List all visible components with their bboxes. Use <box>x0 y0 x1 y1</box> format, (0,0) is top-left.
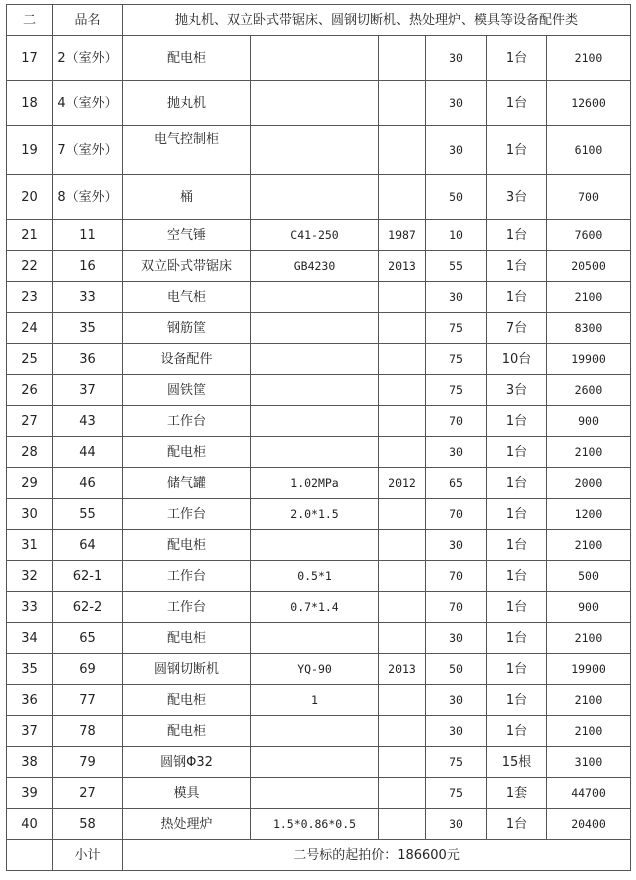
item-spec <box>251 716 379 747</box>
item-rate: 70 <box>426 592 487 623</box>
table-row <box>7 623 631 654</box>
row-number: 20 <box>7 175 53 220</box>
item-quantity: 1台 <box>487 561 547 592</box>
item-price: 2100 <box>547 437 631 468</box>
row-number: 30 <box>7 499 53 530</box>
equipment-table <box>6 4 631 871</box>
item-spec <box>251 623 379 654</box>
item-price: 12600 <box>547 81 631 126</box>
item-code: 46 <box>53 468 123 499</box>
item-code: 35 <box>53 313 123 344</box>
item-code: 37 <box>53 375 123 406</box>
item-spec <box>251 175 379 220</box>
item-price: 2600 <box>547 375 631 406</box>
item-quantity: 1台 <box>487 81 547 126</box>
row-number: 35 <box>7 654 53 685</box>
item-quantity: 1台 <box>487 654 547 685</box>
item-year <box>379 126 426 175</box>
item-code: 27 <box>53 778 123 809</box>
item-price: 20400 <box>547 809 631 840</box>
item-name: 空气锤 <box>123 220 251 251</box>
item-rate: 30 <box>426 685 487 716</box>
table-row <box>7 251 631 282</box>
item-quantity: 1台 <box>487 716 547 747</box>
item-name: 圆钢Φ32 <box>123 747 251 778</box>
item-quantity: 1台 <box>487 437 547 468</box>
item-year <box>379 406 426 437</box>
section-number: 二 <box>7 5 53 36</box>
item-year <box>379 592 426 623</box>
row-number: 17 <box>7 36 53 81</box>
item-year <box>379 437 426 468</box>
item-quantity: 1台 <box>487 530 547 561</box>
table-row <box>7 375 631 406</box>
item-quantity: 3台 <box>487 175 547 220</box>
item-year <box>379 778 426 809</box>
item-spec: C41-250 <box>251 220 379 251</box>
item-year <box>379 81 426 126</box>
item-code: 65 <box>53 623 123 654</box>
item-spec <box>251 437 379 468</box>
item-price: 2100 <box>547 623 631 654</box>
item-price: 2100 <box>547 282 631 313</box>
item-price: 2100 <box>547 530 631 561</box>
item-spec <box>251 530 379 561</box>
table-row <box>7 344 631 375</box>
item-price: 700 <box>547 175 631 220</box>
row-number: 40 <box>7 809 53 840</box>
item-code: 69 <box>53 654 123 685</box>
item-quantity: 1台 <box>487 406 547 437</box>
item-year <box>379 499 426 530</box>
item-year <box>379 809 426 840</box>
item-name: 电气柜 <box>123 282 251 313</box>
item-rate: 70 <box>426 499 487 530</box>
item-year <box>379 747 426 778</box>
row-number: 39 <box>7 778 53 809</box>
item-spec: 1 <box>251 685 379 716</box>
item-spec <box>251 375 379 406</box>
item-code: 36 <box>53 344 123 375</box>
item-year <box>379 175 426 220</box>
item-name: 抛丸机 <box>123 81 251 126</box>
item-quantity: 1套 <box>487 778 547 809</box>
item-code: 77 <box>53 685 123 716</box>
item-spec <box>251 36 379 81</box>
row-number: 21 <box>7 220 53 251</box>
item-name: 钢筋筐 <box>123 313 251 344</box>
row-number: 19 <box>7 126 53 175</box>
item-quantity: 1台 <box>487 126 547 175</box>
item-price: 3100 <box>547 747 631 778</box>
item-quantity: 1台 <box>487 623 547 654</box>
row-number: 23 <box>7 282 53 313</box>
item-name: 热处理炉 <box>123 809 251 840</box>
item-price: 900 <box>547 406 631 437</box>
row-number: 26 <box>7 375 53 406</box>
table-row <box>7 716 631 747</box>
category-title: 抛丸机、双立卧式带锯床、圆钢切断机、热处理炉、模具等设备配件类 <box>123 5 631 36</box>
item-code: 79 <box>53 747 123 778</box>
item-year <box>379 685 426 716</box>
item-name: 配电柜 <box>123 437 251 468</box>
item-name: 圆钢切断机 <box>123 654 251 685</box>
item-rate: 75 <box>426 747 487 778</box>
row-number: 37 <box>7 716 53 747</box>
table-row <box>7 36 631 81</box>
item-rate: 30 <box>426 126 487 175</box>
item-quantity: 1台 <box>487 468 547 499</box>
item-year <box>379 530 426 561</box>
item-price: 19900 <box>547 654 631 685</box>
item-name: 工作台 <box>123 406 251 437</box>
row-number: 36 <box>7 685 53 716</box>
table-row <box>7 592 631 623</box>
item-code: 58 <box>53 809 123 840</box>
item-name: 工作台 <box>123 499 251 530</box>
item-name: 配电柜 <box>123 685 251 716</box>
item-spec: 1.5*0.86*0.5 <box>251 809 379 840</box>
item-rate: 30 <box>426 530 487 561</box>
table-row <box>7 685 631 716</box>
item-year <box>379 375 426 406</box>
item-year <box>379 282 426 313</box>
item-quantity: 1台 <box>487 499 547 530</box>
item-quantity: 1台 <box>487 251 547 282</box>
item-rate: 30 <box>426 81 487 126</box>
table-row <box>7 406 631 437</box>
item-rate: 75 <box>426 375 487 406</box>
item-quantity: 1台 <box>487 220 547 251</box>
item-code: 7（室外） <box>53 126 123 175</box>
row-number: 38 <box>7 747 53 778</box>
item-year: 1987 <box>379 220 426 251</box>
item-rate: 30 <box>426 282 487 313</box>
item-name: 配电柜 <box>123 36 251 81</box>
item-spec <box>251 81 379 126</box>
item-code: 33 <box>53 282 123 313</box>
header-row <box>7 5 631 36</box>
item-price: 7600 <box>547 220 631 251</box>
item-quantity: 10台 <box>487 344 547 375</box>
item-quantity: 1台 <box>487 36 547 81</box>
item-name: 工作台 <box>123 561 251 592</box>
item-rate: 75 <box>426 778 487 809</box>
item-spec: 1.02MPa <box>251 468 379 499</box>
item-name: 储气罐 <box>123 468 251 499</box>
item-rate: 50 <box>426 654 487 685</box>
item-code: 62-1 <box>53 561 123 592</box>
name-label: 品名 <box>53 5 123 36</box>
item-code: 11 <box>53 220 123 251</box>
subtotal-label: 小计 <box>53 840 123 871</box>
item-code: 64 <box>53 530 123 561</box>
item-code: 78 <box>53 716 123 747</box>
item-price: 2100 <box>547 685 631 716</box>
row-number: 28 <box>7 437 53 468</box>
item-year <box>379 716 426 747</box>
item-spec <box>251 778 379 809</box>
item-quantity: 3台 <box>487 375 547 406</box>
item-code: 16 <box>53 251 123 282</box>
table-row <box>7 778 631 809</box>
item-price: 500 <box>547 561 631 592</box>
subtotal-row <box>7 840 631 871</box>
row-number: 27 <box>7 406 53 437</box>
item-rate: 75 <box>426 313 487 344</box>
item-price: 44700 <box>547 778 631 809</box>
item-year: 2012 <box>379 468 426 499</box>
table-row <box>7 530 631 561</box>
row-number: 29 <box>7 468 53 499</box>
item-year <box>379 623 426 654</box>
row-number: 25 <box>7 344 53 375</box>
item-spec <box>251 126 379 175</box>
item-price: 6100 <box>547 126 631 175</box>
row-number: 18 <box>7 81 53 126</box>
item-spec: 2.0*1.5 <box>251 499 379 530</box>
row-number: 22 <box>7 251 53 282</box>
item-code: 8（室外） <box>53 175 123 220</box>
item-price: 2100 <box>547 716 631 747</box>
item-code: 44 <box>53 437 123 468</box>
item-name: 双立卧式带锯床 <box>123 251 251 282</box>
item-spec: 0.5*1 <box>251 561 379 592</box>
item-rate: 30 <box>426 437 487 468</box>
item-spec <box>251 282 379 313</box>
item-name: 桶 <box>123 175 251 220</box>
item-name: 模具 <box>123 778 251 809</box>
table-row <box>7 313 631 344</box>
item-code: 62-2 <box>53 592 123 623</box>
item-price: 1200 <box>547 499 631 530</box>
item-name: 配电柜 <box>123 530 251 561</box>
item-rate: 70 <box>426 406 487 437</box>
table-row <box>7 126 631 175</box>
item-rate: 55 <box>426 251 487 282</box>
item-name: 配电柜 <box>123 623 251 654</box>
item-spec: 0.7*1.4 <box>251 592 379 623</box>
item-name: 工作台 <box>123 592 251 623</box>
table-row <box>7 282 631 313</box>
item-price: 900 <box>547 592 631 623</box>
starting-price-summary: 二号标的起拍价：186600元 <box>123 840 631 871</box>
item-spec <box>251 406 379 437</box>
table-row <box>7 175 631 220</box>
item-name: 电气控制柜 <box>123 126 251 175</box>
table-row <box>7 809 631 840</box>
table-row <box>7 468 631 499</box>
item-rate: 30 <box>426 36 487 81</box>
item-quantity: 15根 <box>487 747 547 778</box>
item-rate: 10 <box>426 220 487 251</box>
item-price: 8300 <box>547 313 631 344</box>
item-quantity: 7台 <box>487 313 547 344</box>
item-spec <box>251 747 379 778</box>
item-price: 2100 <box>547 36 631 81</box>
table-row <box>7 81 631 126</box>
row-number: 34 <box>7 623 53 654</box>
item-rate: 65 <box>426 468 487 499</box>
item-price: 19900 <box>547 344 631 375</box>
item-quantity: 1台 <box>487 592 547 623</box>
row-number: 24 <box>7 313 53 344</box>
item-year <box>379 561 426 592</box>
item-rate: 70 <box>426 561 487 592</box>
item-rate: 30 <box>426 716 487 747</box>
item-price: 20500 <box>547 251 631 282</box>
item-year: 2013 <box>379 654 426 685</box>
item-rate: 50 <box>426 175 487 220</box>
item-spec: GB4230 <box>251 251 379 282</box>
item-year <box>379 313 426 344</box>
row-number: 32 <box>7 561 53 592</box>
item-rate: 30 <box>426 809 487 840</box>
item-code: 4（室外） <box>53 81 123 126</box>
item-code: 43 <box>53 406 123 437</box>
item-quantity: 1台 <box>487 685 547 716</box>
item-year <box>379 36 426 81</box>
item-quantity: 1台 <box>487 809 547 840</box>
item-name: 配电柜 <box>123 716 251 747</box>
empty-cell <box>7 840 53 871</box>
item-rate: 75 <box>426 344 487 375</box>
table-row <box>7 499 631 530</box>
item-code: 55 <box>53 499 123 530</box>
item-year: 2013 <box>379 251 426 282</box>
item-year <box>379 344 426 375</box>
item-name: 设备配件 <box>123 344 251 375</box>
item-spec <box>251 313 379 344</box>
item-code: 2（室外） <box>53 36 123 81</box>
item-name: 圆铁筐 <box>123 375 251 406</box>
item-spec: YQ-90 <box>251 654 379 685</box>
item-quantity: 1台 <box>487 282 547 313</box>
item-rate: 30 <box>426 623 487 654</box>
row-number: 31 <box>7 530 53 561</box>
table-row <box>7 747 631 778</box>
table-row <box>7 220 631 251</box>
table-row <box>7 561 631 592</box>
table-row <box>7 654 631 685</box>
item-price: 2000 <box>547 468 631 499</box>
item-spec <box>251 344 379 375</box>
row-number: 33 <box>7 592 53 623</box>
table-row <box>7 437 631 468</box>
